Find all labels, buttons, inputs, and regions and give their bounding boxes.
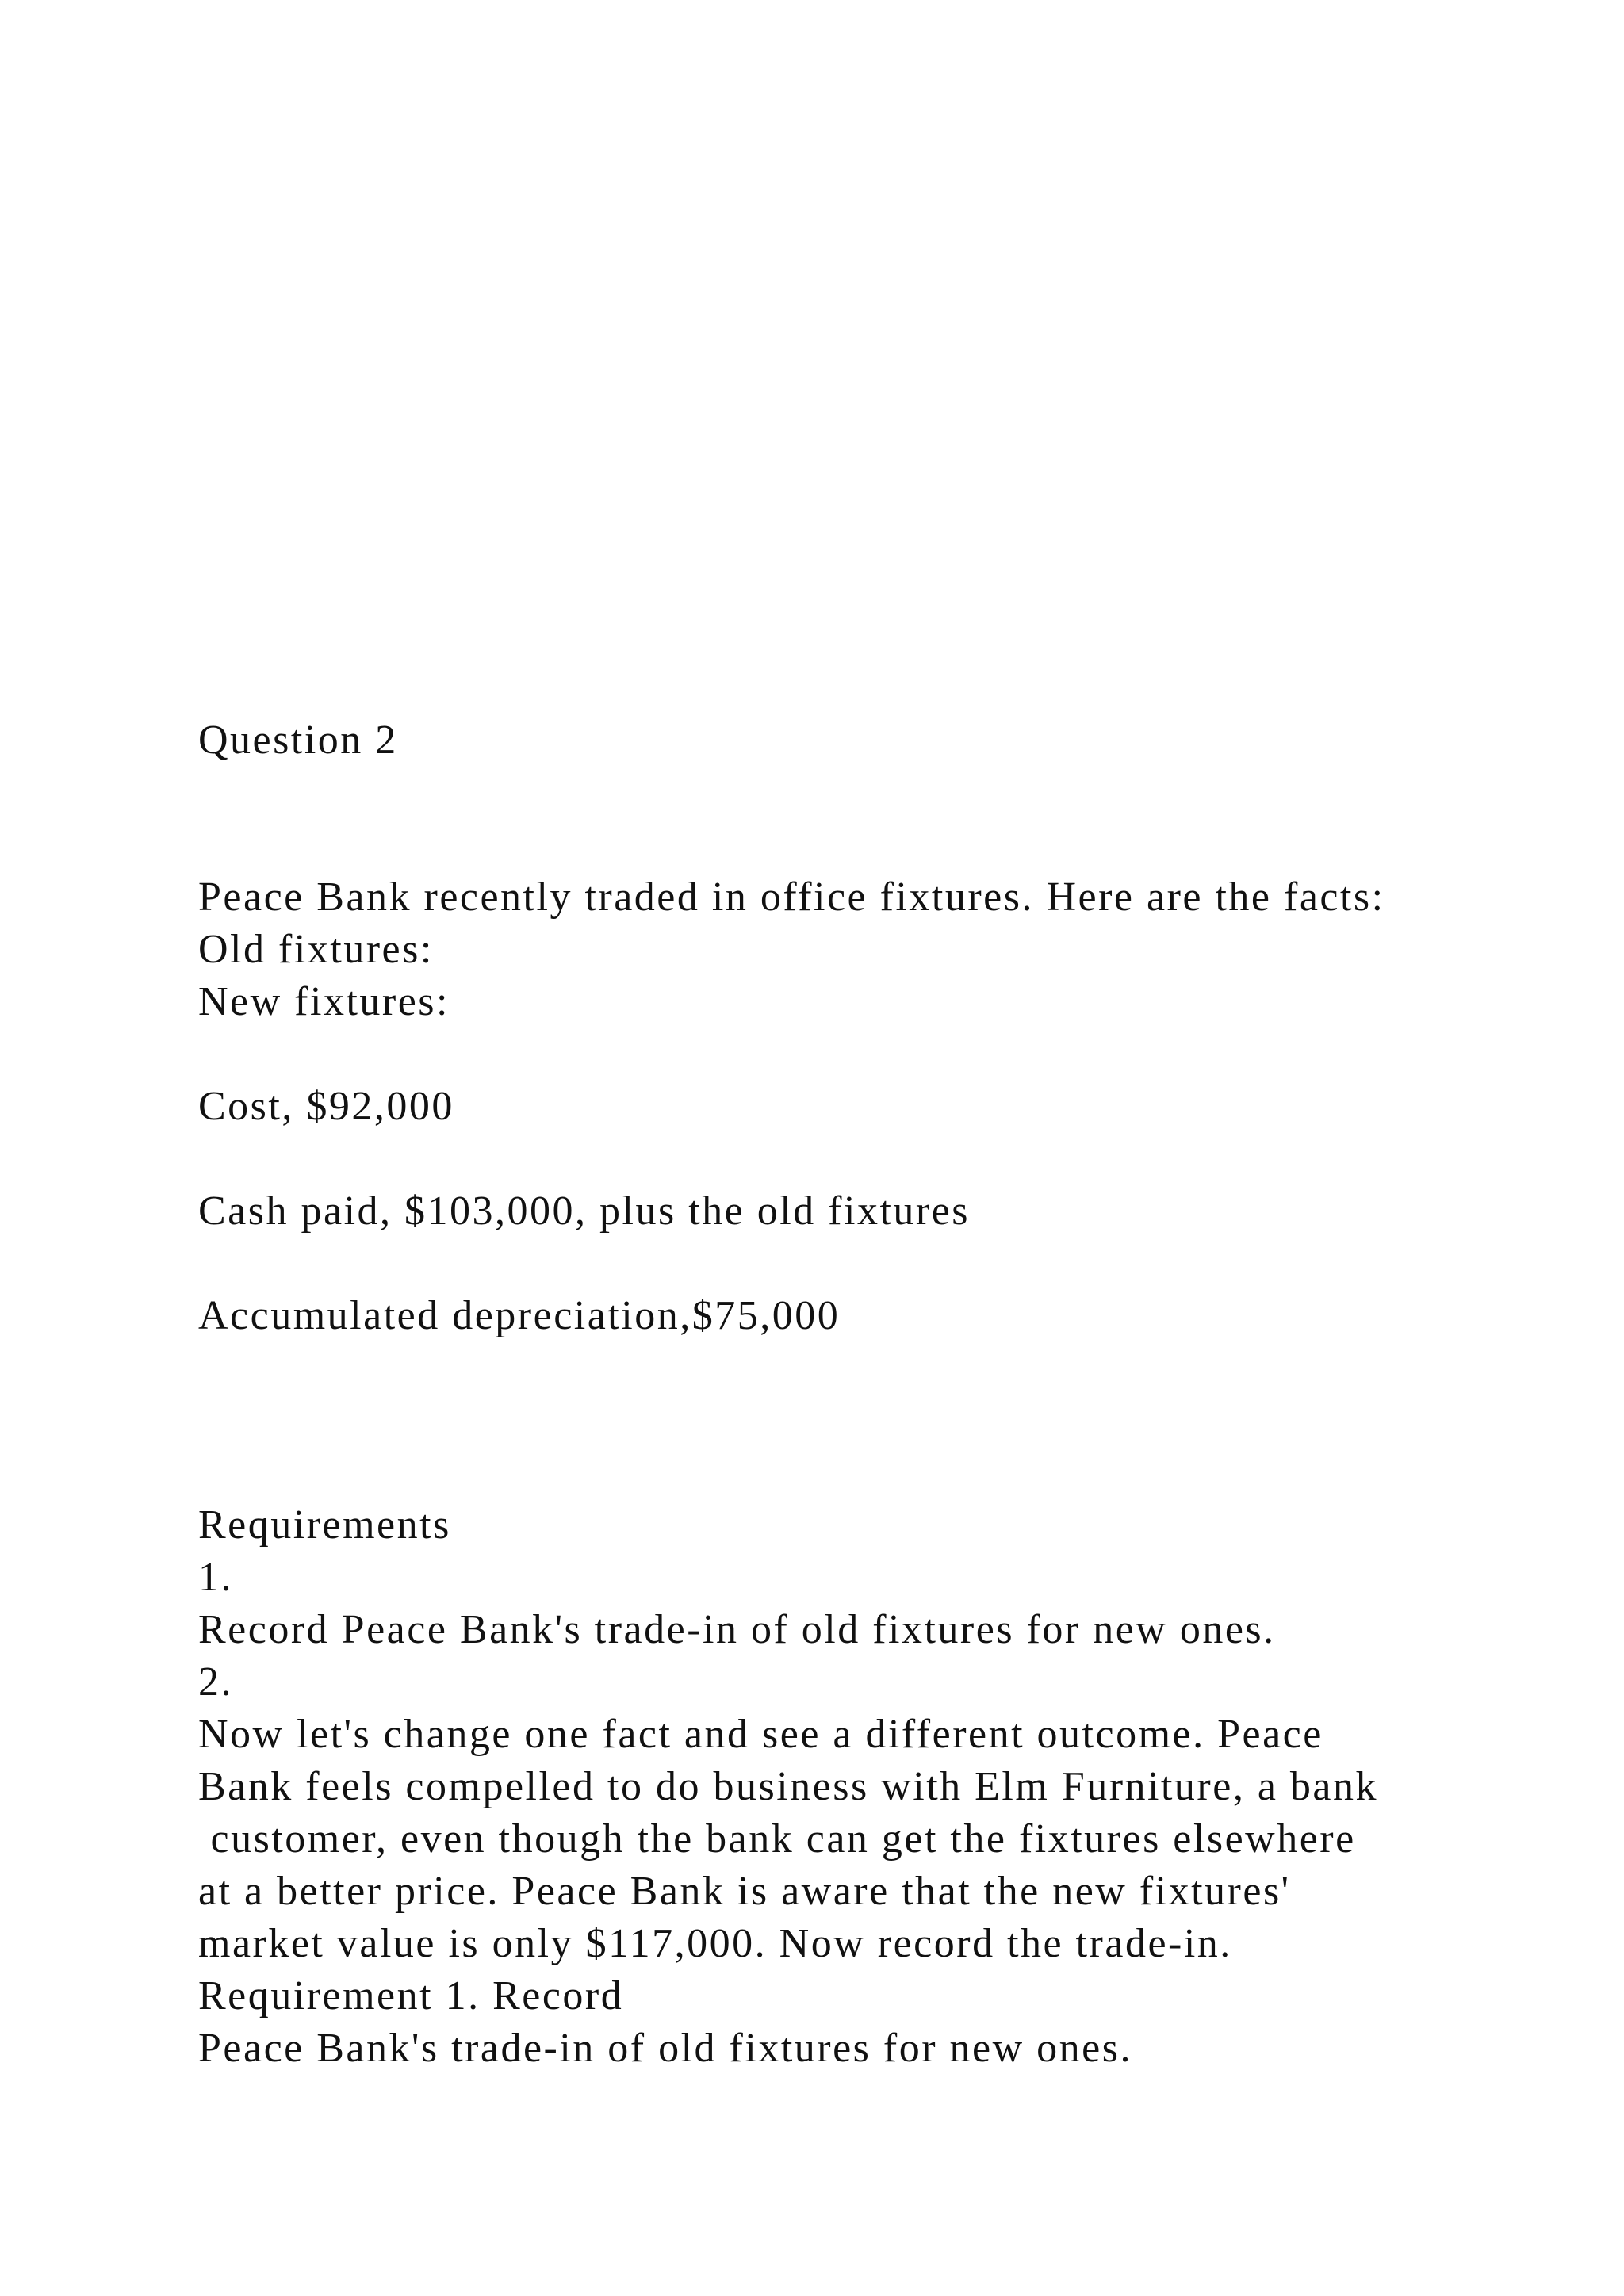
new-fixtures-label: New fixtures: <box>198 979 450 1024</box>
requirement-text-line: Bank feels compelled to do business with Elm Furniture, a bank <box>198 1764 1378 1809</box>
requirement-text-line: at a better price. Peace Bank is aware that the new fixtures' <box>198 1869 1291 1914</box>
cost-fact: Cost, $92,000 <box>198 1084 454 1129</box>
intro-text: Peace Bank recently traded in office fixtures. Here are the facts: <box>198 874 1385 920</box>
requirements-heading: Requirements <box>198 1502 451 1548</box>
requirement-number: 2. <box>198 1659 233 1705</box>
question-title: Question 2 <box>198 718 398 763</box>
old-fixtures-label: Old fixtures: <box>198 927 434 972</box>
requirement-1-text: Peace Bank's trade-in of old fixtures for new ones. <box>198 2026 1132 2071</box>
cash-paid-fact: Cash paid, $103,000, plus the old fixtures <box>198 1188 971 1234</box>
requirement-number: 1. <box>198 1555 233 1600</box>
requirement-text-line: market value is only $117,000. Now record the trade-in. <box>198 1921 1232 1966</box>
requirement-text-line: customer, even though the bank can get the fixtures elsewhere <box>198 1816 1356 1862</box>
requirement-text-line: Record Peace Bank's trade-in of old fixtures for new ones. <box>198 1607 1276 1652</box>
accumulated-depreciation-fact: Accumulated depreciation,$75,000 <box>198 1293 841 1338</box>
requirement-text-line: Now let's change one fact and see a different outcome. Peace <box>198 1712 1323 1757</box>
requirement-1-heading: Requirement 1. Record <box>198 1973 624 2019</box>
